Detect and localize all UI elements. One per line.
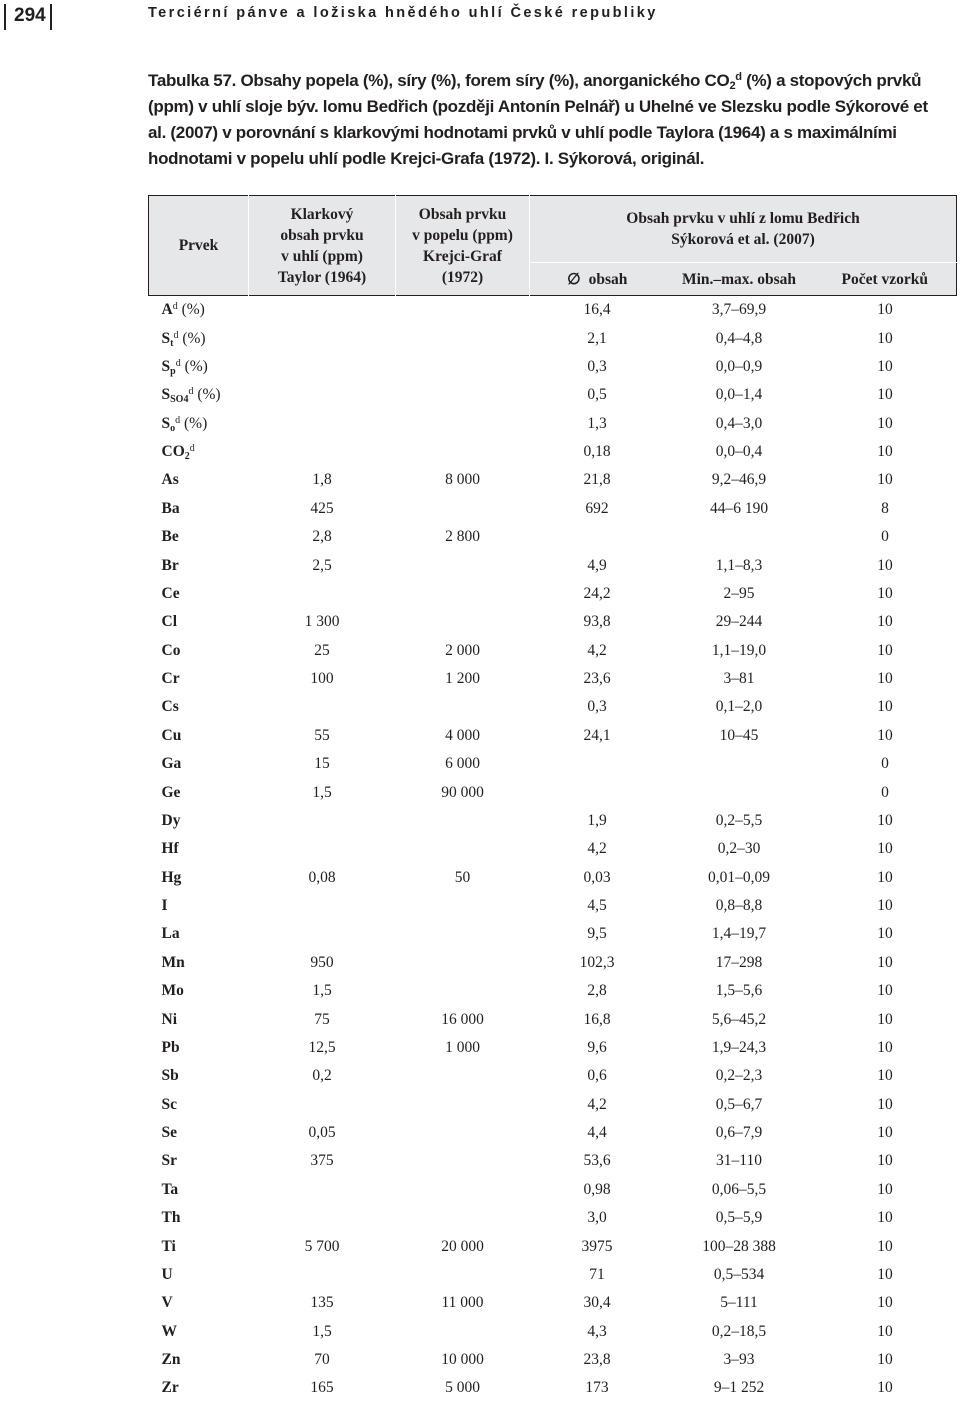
count-cell: 10: [877, 414, 893, 432]
element-cell: Ce: [161, 584, 180, 602]
table-row: [149, 551, 957, 579]
krejci-cell: 1 000: [445, 1038, 480, 1056]
krejci-cell: 8 000: [445, 471, 480, 489]
taylor-cell: [249, 353, 396, 381]
count-cell: 10: [877, 301, 893, 319]
krejci-cell: [396, 892, 530, 920]
count-cell: 10: [877, 641, 893, 659]
page-header: [0, 0, 960, 32]
avg-cell: 71: [589, 1265, 605, 1283]
krejci-cell: [396, 1062, 530, 1090]
element-cell: $S_o^d$ (%): [161, 414, 208, 434]
range-cell: 1,9–24,3: [711, 1038, 767, 1056]
element-cell: Zn: [161, 1351, 181, 1369]
taylor-cell: 70: [314, 1351, 330, 1369]
count-cell: 10: [877, 1067, 893, 1085]
krejci-cell: [396, 693, 530, 721]
krejci-cell: [396, 551, 530, 579]
table-row: [149, 693, 957, 721]
element-cell: Th: [161, 1209, 181, 1227]
taylor-cell: 0,08: [308, 868, 336, 886]
col-header-avg: ∅ obsah: [530, 263, 665, 296]
avg-cell: 3,0: [587, 1209, 607, 1227]
taylor-cell: [249, 580, 396, 608]
avg-cell: 2,1: [587, 329, 607, 347]
taylor-cell: 5 700: [304, 1237, 340, 1255]
range-cell: 0,2–18,5: [711, 1322, 767, 1340]
table-row: [149, 864, 957, 892]
range-cell: 0,4–4,8: [715, 329, 763, 347]
avg-cell: 4,9: [587, 556, 607, 574]
avg-cell: 93,8: [583, 613, 611, 631]
taylor-cell: [249, 892, 396, 920]
element-cell: Sr: [161, 1152, 177, 1170]
element-cell: Br: [161, 556, 179, 574]
element-cell: Ge: [161, 783, 181, 801]
avg-cell: 0,3: [587, 357, 607, 375]
element-cell: $S_t^d$ (%): [161, 329, 206, 349]
range-cell: 0,6–7,9: [715, 1124, 763, 1142]
krejci-cell: 6 000: [445, 755, 480, 773]
table-row: [149, 637, 957, 665]
count-cell: 8: [881, 499, 889, 517]
avg-cell: 0,3: [587, 698, 607, 716]
taylor-cell: 0,05: [308, 1124, 336, 1142]
element-cell: Mo: [161, 982, 184, 1000]
taylor-cell: 1,5: [312, 783, 332, 801]
krejci-cell: [396, 381, 530, 409]
element-cell: Cl: [161, 613, 177, 631]
avg-cell: 4,2: [587, 1095, 607, 1113]
range-cell: 0,0–0,4: [715, 443, 763, 461]
count-cell: 10: [877, 329, 893, 347]
table-row: [149, 920, 957, 948]
range-cell: 0,5–6,7: [715, 1095, 763, 1113]
element-cell: As: [161, 471, 179, 489]
range-cell: 0,0–0,9: [715, 357, 763, 375]
avg-cell: 692: [585, 499, 609, 517]
count-cell: 10: [877, 613, 893, 631]
range-cell: 5,6–45,2: [711, 1010, 767, 1028]
krejci-cell: [396, 1091, 530, 1119]
element-cell: Cs: [161, 698, 179, 716]
table-row: [149, 466, 957, 494]
range-cell: 3–81: [723, 670, 755, 688]
avg-cell: 23,8: [583, 1351, 611, 1369]
range-cell: 0,06–5,5: [711, 1180, 767, 1198]
taylor-cell: 1,5: [312, 982, 332, 1000]
element-cell: Hf: [161, 840, 179, 858]
count-cell: 10: [877, 868, 893, 886]
krejci-cell: [396, 296, 530, 325]
krejci-cell: [396, 949, 530, 977]
table-row: [149, 1062, 957, 1090]
count-cell: 10: [877, 726, 893, 744]
element-cell: I: [161, 897, 168, 915]
avg-cell: 16,8: [583, 1010, 611, 1028]
count-cell: 10: [877, 982, 893, 1000]
count-cell: 0: [881, 783, 889, 801]
krejci-cell: [396, 608, 530, 636]
taylor-cell: 75: [314, 1010, 330, 1028]
count-cell: 10: [877, 1351, 893, 1369]
table-row: [149, 353, 957, 381]
table-row: [149, 1091, 957, 1119]
taylor-cell: 12,5: [308, 1038, 336, 1056]
table-row: [149, 495, 957, 523]
krejci-cell: 16 000: [441, 1010, 484, 1028]
table-row: [149, 1261, 957, 1289]
avg-cell: 1,9: [587, 811, 607, 829]
krejci-cell: [396, 1119, 530, 1147]
range-cell: 0,5–5,9: [715, 1209, 763, 1227]
count-cell: 10: [877, 386, 893, 404]
krejci-cell: 5 000: [445, 1379, 480, 1397]
count-cell: 0: [881, 528, 889, 546]
count-cell: 10: [877, 840, 893, 858]
count-cell: 10: [877, 925, 893, 943]
caption-part1: Tabulka 57. Obsahy popela (%), síry (%), forem síry (%), anorganického CO: [148, 71, 730, 90]
table-row: [149, 608, 957, 636]
element-cell: Ti: [161, 1237, 176, 1255]
krejci-cell: 90 000: [441, 783, 484, 801]
krejci-cell: [396, 580, 530, 608]
avg-cell: 23,6: [583, 670, 611, 688]
krejci-cell: [396, 324, 530, 352]
count-cell: 10: [877, 1038, 893, 1056]
krejci-cell: 4 000: [445, 726, 480, 744]
taylor-cell: 15: [314, 755, 330, 773]
krejci-cell: [396, 920, 530, 948]
element-cell: $S_p^d$ (%): [161, 357, 208, 377]
table-row: [149, 977, 957, 1005]
krejci-cell: [396, 835, 530, 863]
element-cell: Cu: [161, 726, 182, 744]
count-cell: 10: [877, 811, 893, 829]
table-head: [149, 196, 957, 296]
diameter-icon: ∅: [567, 270, 581, 288]
count-cell: 10: [877, 1237, 893, 1255]
avg-cell: 4,2: [587, 641, 607, 659]
element-cell: Zr: [161, 1379, 179, 1397]
element-cell: Cr: [161, 670, 180, 688]
count-cell: 10: [877, 1152, 893, 1170]
taylor-cell: [249, 1176, 396, 1204]
avg-cell: 0,18: [583, 443, 611, 461]
count-cell: 10: [877, 1379, 893, 1397]
table-row: [149, 1374, 957, 1402]
table-row: [149, 835, 957, 863]
element-cell: Pb: [161, 1038, 180, 1056]
taylor-cell: 0,2: [312, 1067, 332, 1085]
taylor-cell: 1,8: [312, 471, 332, 489]
range-cell: [665, 750, 814, 778]
element-cell: Se: [161, 1124, 177, 1142]
caption-part2: (%) a stopových prvků (ppm) v uhlí sloje býv. lomu Bedřich (později Antonín Pelnář) u Uhelné ve Slezsku podle Sýkorové et al. (2007) v porovnání s klarkovými hodnotami prvků v uhlí podle Taylora (1964) a s maximálními hodnotami v popelu uhlí podle Krejci-Grafa (1972). I. Sýkorová, originál.: [148, 71, 928, 168]
range-cell: 29–244: [715, 613, 763, 631]
header-rule-right: [50, 4, 52, 30]
krejci-cell: [396, 1176, 530, 1204]
element-cell: Be: [161, 528, 179, 546]
count-cell: 10: [877, 443, 893, 461]
element-cell: Dy: [161, 811, 181, 829]
krejci-cell: 50: [454, 868, 471, 886]
avg-cell: 16,4: [583, 301, 611, 319]
range-cell: 1,1–8,3: [715, 556, 763, 574]
taylor-cell: [249, 410, 396, 438]
range-cell: 9,2–46,9: [711, 471, 767, 489]
element-cell: V: [161, 1294, 173, 1312]
taylor-cell: 375: [310, 1152, 334, 1170]
avg-cell: 0,6: [587, 1067, 607, 1085]
krejci-cell: [396, 353, 530, 381]
table-row: [149, 580, 957, 608]
range-cell: [665, 778, 814, 806]
range-cell: 2–95: [723, 584, 755, 602]
element-cell: Sc: [161, 1095, 177, 1113]
taylor-cell: 2,5: [312, 556, 332, 574]
avg-cell: 0,98: [583, 1180, 611, 1198]
col-group-header-bedrich: Obsah prvku v uhlí z lomu Bedřich Sýkorová et al. (2007): [530, 196, 957, 263]
range-cell: 0,2–2,3: [715, 1067, 763, 1085]
avg-cell: 4,3: [587, 1322, 607, 1340]
table-row: [149, 1289, 957, 1317]
table-row: [149, 381, 957, 409]
krejci-cell: 2 800: [445, 528, 480, 546]
taylor-cell: 1 300: [304, 613, 340, 631]
krejci-cell: [396, 1261, 530, 1289]
avg-cell: 0,5: [587, 386, 607, 404]
table-row: [149, 296, 957, 325]
table-row: [149, 1005, 957, 1033]
range-cell: 0,1–2,0: [715, 698, 763, 716]
taylor-cell: 1,5: [312, 1322, 332, 1340]
avg-cell: 1,3: [587, 414, 607, 432]
range-cell: 0,0–1,4: [715, 386, 763, 404]
taylor-cell: [249, 693, 396, 721]
table-row: [149, 1176, 957, 1204]
avg-cell: 21,8: [583, 471, 611, 489]
taylor-cell: 135: [310, 1294, 334, 1312]
col-header-minmax: Min.–max. obsah: [665, 263, 814, 296]
header-rule-left: [4, 4, 6, 30]
count-cell: 10: [877, 471, 893, 489]
data-table-wrapper: [148, 195, 956, 1403]
avg-cell: 9,5: [587, 925, 607, 943]
range-cell: 1,4–19,7: [711, 925, 767, 943]
count-cell: 10: [877, 357, 893, 375]
taylor-cell: 100: [310, 670, 334, 688]
krejci-cell: [396, 807, 530, 835]
krejci-cell: 11 000: [441, 1294, 484, 1312]
count-cell: 0: [881, 755, 889, 773]
avg-cell: [530, 523, 665, 551]
element-cell: Mn: [161, 953, 185, 971]
avg-cell: 53,6: [583, 1152, 611, 1170]
taylor-cell: 425: [310, 499, 334, 517]
table-row: [149, 722, 957, 750]
taylor-cell: [249, 920, 396, 948]
count-cell: 10: [877, 670, 893, 688]
data-table: [148, 195, 957, 1403]
element-cell: $S_{SO4}^d$ (%): [161, 386, 221, 406]
krejci-cell: 1 200: [445, 670, 480, 688]
table-row: [149, 1147, 957, 1175]
range-cell: 0,01–0,09: [708, 868, 770, 886]
count-cell: 10: [877, 1265, 893, 1283]
table-row: [149, 892, 957, 920]
element-cell: Ta: [161, 1180, 179, 1198]
caption-co2-sub: 2: [729, 80, 736, 92]
range-cell: 0,2–5,5: [715, 811, 763, 829]
taylor-cell: 2,8: [312, 528, 332, 546]
range-cell: 0,8–8,8: [715, 897, 763, 915]
count-cell: 10: [877, 1209, 893, 1227]
element-cell: Ni: [161, 1010, 177, 1028]
taylor-cell: [249, 381, 396, 409]
avg-cell: 24,1: [583, 726, 611, 744]
taylor-cell: 165: [310, 1379, 334, 1397]
taylor-cell: [249, 835, 396, 863]
table-row: [149, 1232, 957, 1260]
count-cell: 10: [877, 698, 893, 716]
table-row: [149, 750, 957, 778]
table-row: [149, 438, 957, 466]
count-cell: 10: [877, 584, 893, 602]
taylor-cell: [249, 324, 396, 352]
taylor-cell: [249, 1204, 396, 1232]
element-cell: Co: [161, 641, 181, 659]
table-body: [149, 296, 957, 1403]
count-cell: 10: [877, 556, 893, 574]
range-cell: 9–1 252: [713, 1379, 765, 1397]
avg-cell: 2,8: [587, 982, 607, 1000]
element-cell: Ga: [161, 755, 182, 773]
count-cell: 10: [877, 1180, 893, 1198]
range-cell: 3–93: [723, 1351, 755, 1369]
table-row: [149, 1204, 957, 1232]
range-cell: 1,5–5,6: [715, 982, 763, 1000]
range-cell: 0,4–3,0: [715, 414, 763, 432]
element-cell: U: [161, 1265, 173, 1283]
count-cell: 10: [877, 1010, 893, 1028]
avg-cell: 4,2: [587, 840, 607, 858]
table-row: [149, 665, 957, 693]
page-number: 294: [14, 5, 46, 26]
table-row: [149, 1318, 957, 1346]
range-cell: [665, 523, 814, 551]
table-caption: [148, 68, 948, 172]
element-cell: Ba: [161, 499, 180, 517]
range-cell: 3,7–69,9: [711, 301, 767, 319]
table-row: [149, 523, 957, 551]
element-cell: La: [161, 925, 180, 943]
krejci-cell: [396, 438, 530, 466]
krejci-cell: [396, 977, 530, 1005]
count-cell: 10: [877, 953, 893, 971]
col-header-prvek: Prvek: [149, 196, 249, 296]
count-cell: 10: [877, 897, 893, 915]
krejci-cell: 20 000: [441, 1237, 484, 1255]
table-row: [149, 324, 957, 352]
avg-cell: [530, 778, 665, 806]
table-row: [149, 807, 957, 835]
count-cell: 10: [877, 1124, 893, 1142]
range-cell: 0,2–30: [717, 840, 761, 858]
krejci-cell: [396, 410, 530, 438]
element-cell: W: [161, 1322, 177, 1340]
avg-cell: 102,3: [579, 953, 615, 971]
caption-co2-sup: d: [735, 71, 742, 83]
avg-cell: 9,6: [587, 1038, 607, 1056]
element-cell: Sb: [161, 1067, 179, 1085]
taylor-cell: [249, 1261, 396, 1289]
krejci-cell: [396, 1318, 530, 1346]
avg-cell: 24,2: [583, 584, 611, 602]
table-row: [149, 949, 957, 977]
taylor-cell: 55: [314, 726, 330, 744]
krejci-cell: [396, 1204, 530, 1232]
avg-cell: 3975: [581, 1237, 613, 1255]
taylor-cell: 950: [310, 953, 334, 971]
range-cell: 1,1–19,0: [711, 641, 767, 659]
avg-cell: 173: [585, 1379, 609, 1397]
range-cell: 17–298: [715, 953, 763, 971]
col-header-taylor: Klarkový obsah prvku v uhlí (ppm) Taylor (1964): [249, 196, 396, 296]
table-row: [149, 1346, 957, 1374]
krejci-cell: 2 000: [445, 641, 480, 659]
count-cell: 10: [877, 1322, 893, 1340]
col-header-krejci: Obsah prvku v popelu (ppm) Krejci-Graf (1972): [396, 196, 530, 296]
taylor-cell: 25: [314, 641, 330, 659]
taylor-cell: [249, 438, 396, 466]
element-cell: $A^d$ (%): [161, 301, 205, 319]
running-title: Terciérní pánve a ložiska hnědého uhlí České republiky: [148, 5, 658, 21]
taylor-cell: [249, 1091, 396, 1119]
avg-cell: 30,4: [583, 1294, 611, 1312]
table-row: [149, 410, 957, 438]
avg-cell: 0,03: [583, 868, 611, 886]
krejci-cell: [396, 1147, 530, 1175]
table-row: [149, 778, 957, 806]
range-cell: 31–110: [716, 1152, 762, 1170]
krejci-cell: 10 000: [441, 1351, 484, 1369]
taylor-cell: [249, 807, 396, 835]
range-cell: 100–28 388: [702, 1237, 776, 1255]
range-cell: 44–6 190: [709, 499, 769, 517]
col-header-count: Počet vzorků: [814, 263, 957, 296]
table-row: [149, 1119, 957, 1147]
taylor-cell: [249, 296, 396, 325]
element-cell: Hg: [161, 868, 182, 886]
element-cell: $CO_2^d$: [161, 443, 195, 463]
avg-cell: 4,5: [587, 897, 607, 915]
range-cell: 10–45: [719, 726, 759, 744]
count-cell: 10: [877, 1095, 893, 1113]
krejci-cell: [396, 495, 530, 523]
range-cell: 5–111: [720, 1294, 758, 1312]
avg-cell: 4,4: [587, 1124, 607, 1142]
count-cell: 10: [877, 1294, 893, 1312]
range-cell: 0,5–534: [713, 1265, 765, 1283]
avg-cell: [530, 750, 665, 778]
table-row: [149, 1034, 957, 1062]
